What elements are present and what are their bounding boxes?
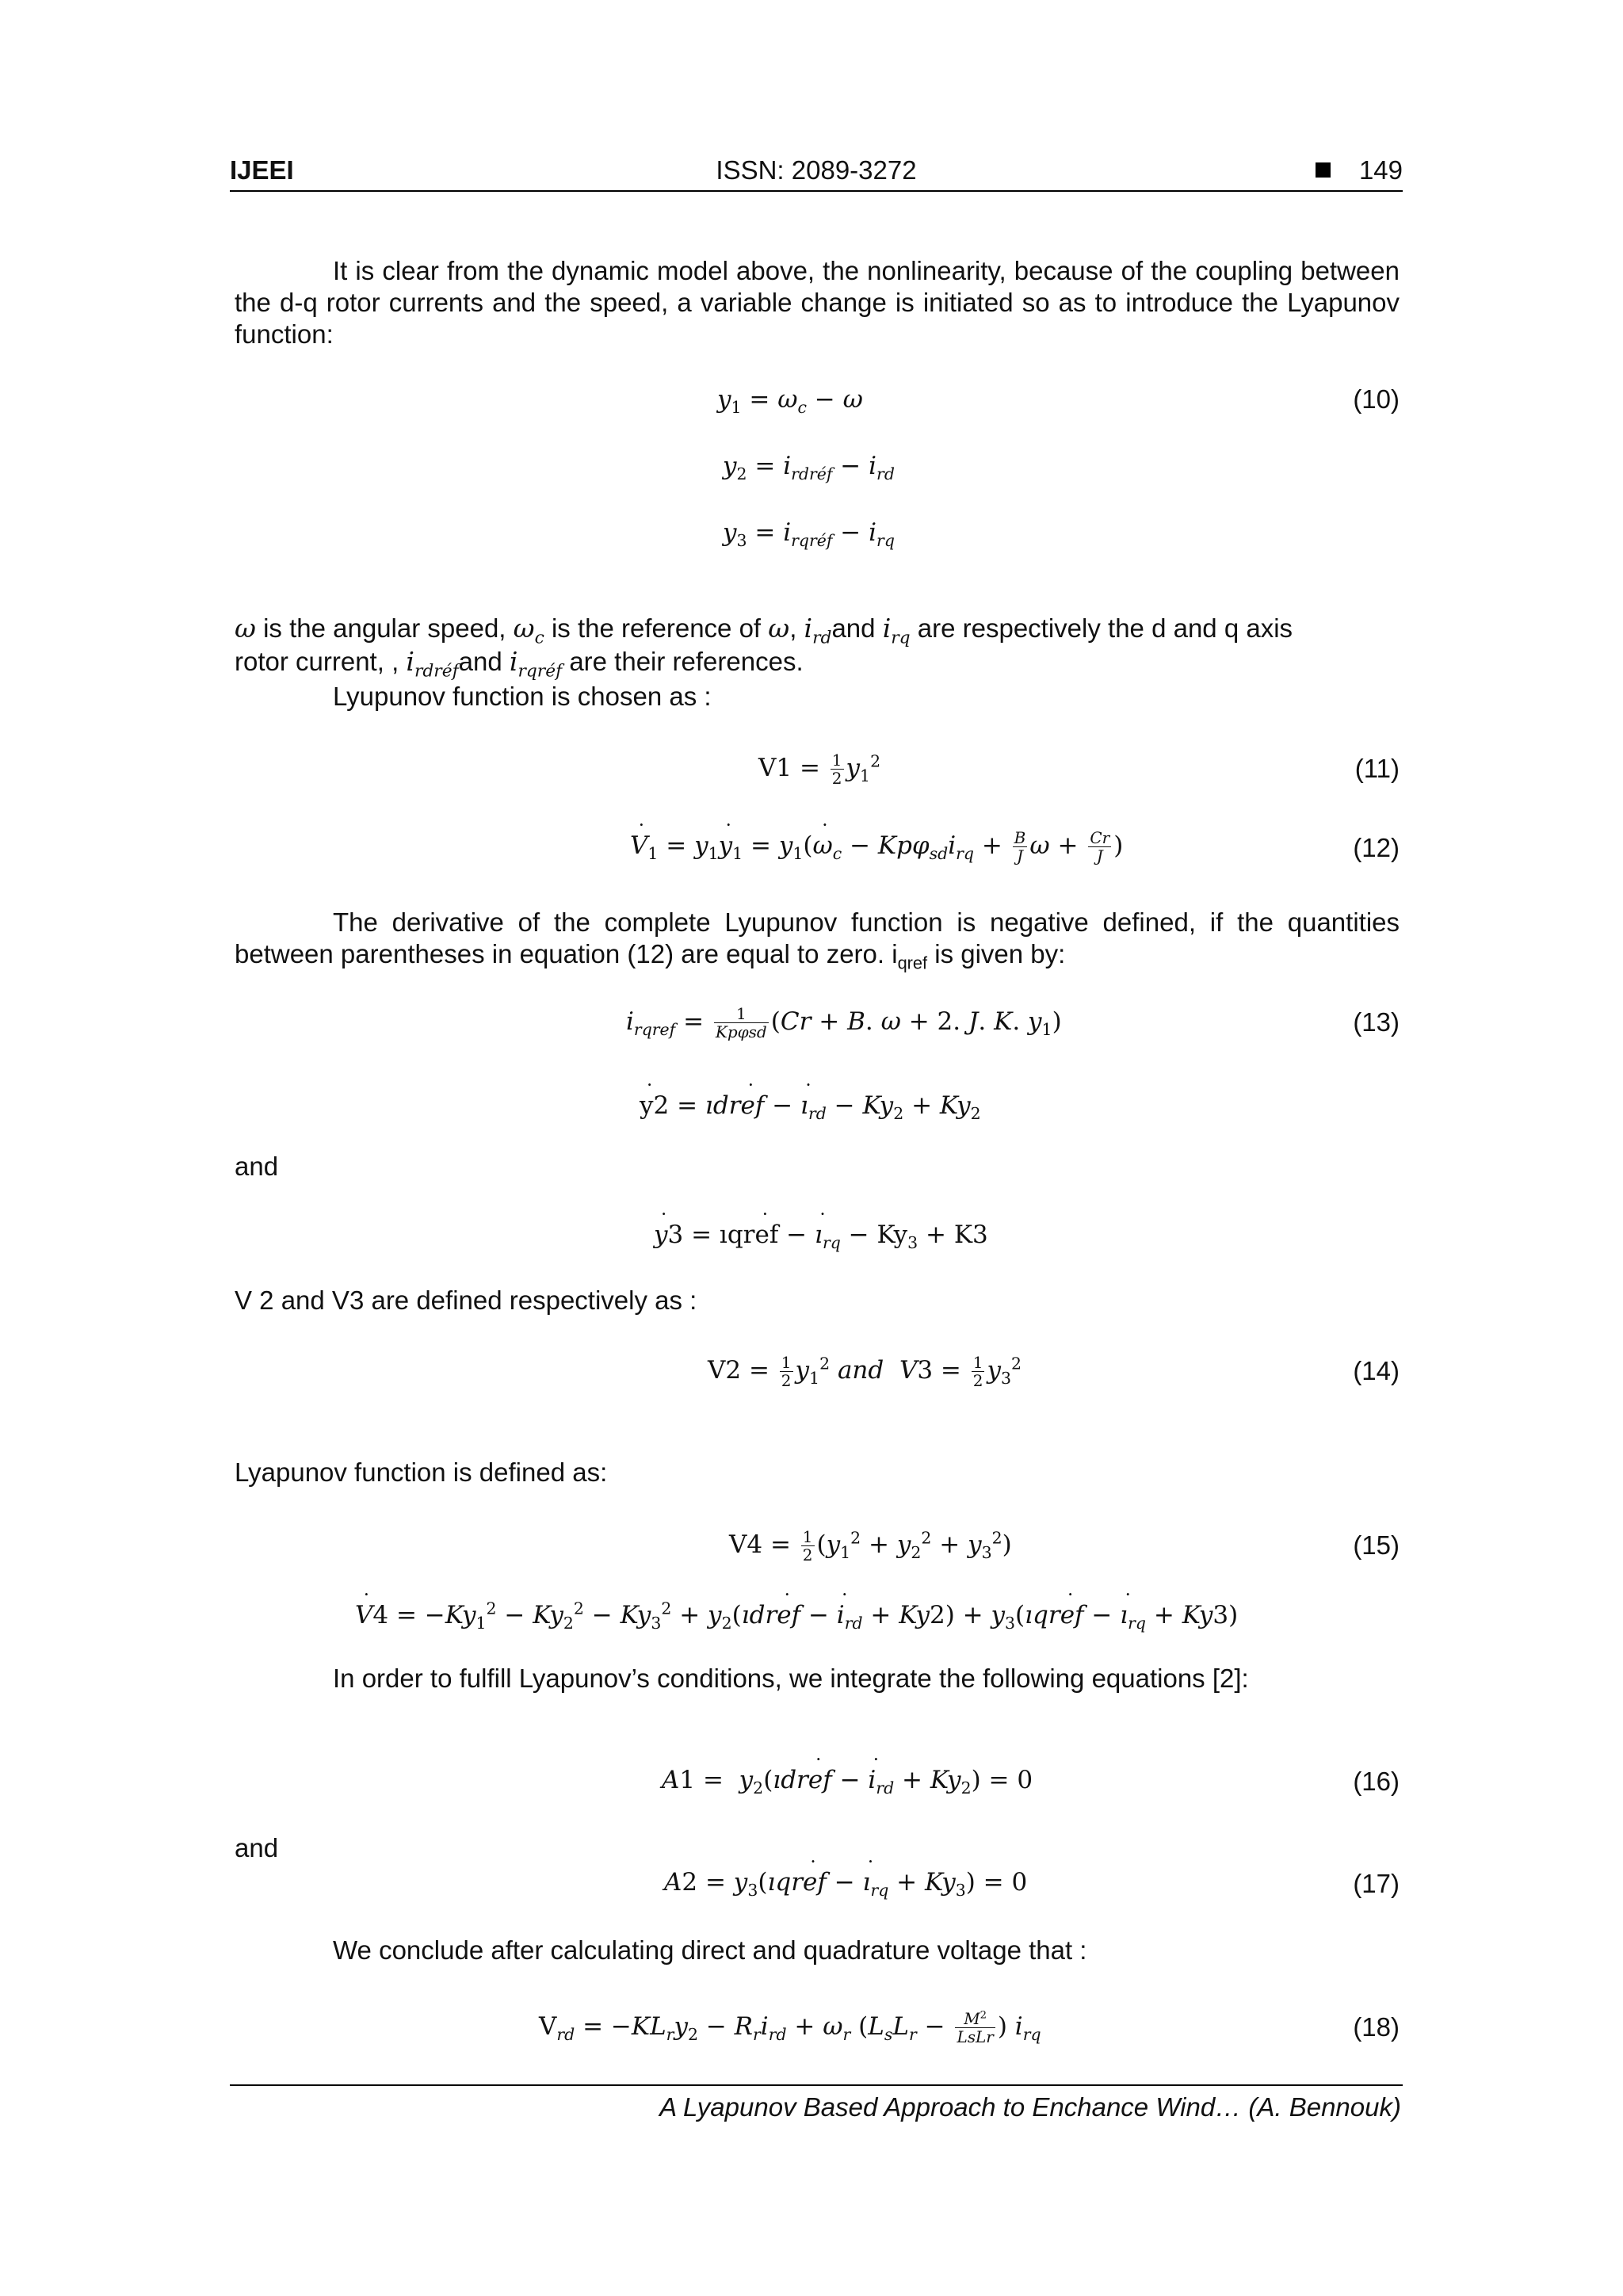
definitions-line-2: rotor current, , $i_{rdréf}and$ $i_{rqréf}$ are their references. <box>235 646 804 682</box>
equation-13: $i_{rqref}$ = $\frac{1}{\text{Kpφsd}}$ (Cr + B. ω + 2. J. K. $y_1$) <box>626 1004 1062 1041</box>
lyupunov-chosen-text: Lyupunov function is chosen as : <box>333 682 712 711</box>
lyapunov-defined-text: Lyapunov function is defined as: <box>235 1457 608 1487</box>
equation-v4-dot: ˙ $V4 = -Ky_1^2 - Ky_2^2 - Ky_3^2$ + $y_2(ıdr˙$ ef − ˙ $i_{rd} + Ky2$) + $y_3(ıqr˙$ ef − ˙ $ı_{rq} + Ky3$) <box>355 1599 1238 1631</box>
equation-10-y3: $y_3 = i_{rqréf} - i_{rq}$ <box>723 518 895 551</box>
equation-10-number: (10) <box>1353 384 1400 414</box>
equation-12-number: (12) <box>1353 833 1400 862</box>
equation-16-number: (16) <box>1353 1767 1400 1796</box>
and-text-2: and <box>235 1833 279 1862</box>
equation-14: V2 = $\frac{1}{2}$ $y_1^2$ and V3 = $\frac{1}{2}$ $y_3^2$ <box>708 1353 1022 1390</box>
equation-11: V1 = $\frac{1}{2}$ $y_1^2$ <box>758 751 881 788</box>
header-rule <box>230 190 1403 192</box>
definitions-line-1: ω is the angular speed, $\omega_c$ is the reference of ω, $i_{rd}and$ $i_{rq}$ are respectively the d and q axis <box>235 613 1293 648</box>
equation-18: $V_{rd} = -KL_ry_2 - R_ri_{rd} + \omega_r$ ($L_sL_r$ − $\frac{M^2}{\text{LsLr}}$ ) $i_{rq}$ <box>539 2009 1041 2046</box>
footer-rule <box>230 2084 1403 2086</box>
equation-10-y2: $y_2 = i_{rdréf} - i_{rd}$ <box>723 452 895 484</box>
lyapunov-conditions-text: In order to fulfill Lyapunov’s conditions, we integrate the following equations [2]: <box>333 1664 1249 1693</box>
equation-15: V4 = $\frac{1}{2}$ $(y_1^2 + y_2^2 + y_3^2)$ <box>729 1527 1012 1564</box>
page-number: 149 <box>1358 155 1403 185</box>
equation-10-y1: $y_1 = \omega_c - \omega$ <box>717 385 863 418</box>
conclusion-text: We conclude after calculating direct and quadrature voltage that : <box>333 1935 1087 1965</box>
v2-v3-definition-text: V 2 and V3 are defined respectively as : <box>235 1286 697 1315</box>
equation-y3-dot: ˙ y3 = ıqr˙ ef − ˙ $ı_{rq} - Ky_3 + K3$ <box>654 1219 988 1251</box>
intro-paragraph: It is clear from the dynamic model above, the nonlinearity, because of the coupling between the d-q rotor currents and the speed, a variable change is initiated so as to introduce the Lyapunov function: <box>235 256 1400 349</box>
equation-12: ˙ $V_1$ = $y_1˙$ $y_1$ = $y_1(˙$ $\omega_c - Kp\varphi_{sd}i_{rq}$ + $\frac{B}{J}$ ω + $\frac{Cr}{J}$ ) <box>630 829 1123 865</box>
equation-13-number: (13) <box>1353 1007 1400 1037</box>
equation-y2-dot: ˙ y2 = ıdr˙ ef − ˙ $ı_{rd} - Ky_2 + Ky_2$ <box>640 1090 981 1121</box>
equation-17-number: (17) <box>1353 1869 1400 1898</box>
journal-name: IJEEI <box>230 155 294 185</box>
square-bullet-icon <box>1316 162 1331 178</box>
equation-17: $A2 = y_3(ıqr˙$ ef − ˙ $ı_{rq} + Ky_3) = 0$ <box>664 1866 1027 1898</box>
issn: ISSN: 2089-3272 <box>716 155 917 185</box>
page-number-block <box>1316 155 1403 185</box>
footer-title: A Lyapunov Based Approach to Enchance Wind… (A. Bennouk) <box>659 2092 1401 2122</box>
running-header <box>230 155 1403 190</box>
equation-18-number: (18) <box>1353 2012 1400 2042</box>
equation-15-number: (15) <box>1353 1530 1400 1560</box>
and-text-1: and <box>235 1152 279 1181</box>
equation-14-number: (14) <box>1353 1356 1400 1385</box>
equation-11-number: (11) <box>1354 754 1400 783</box>
equation-16: $A1 = y_2(ıdr˙$ ef − ˙ $i_{rd} + Ky_2) = 0$ <box>662 1764 1033 1796</box>
derivative-paragraph: The derivative of the complete Lyupunov function is negative defined, if the quantities between parentheses in equation (12) are equal to zero. $i_{qref}$ is given by: <box>235 907 1400 973</box>
